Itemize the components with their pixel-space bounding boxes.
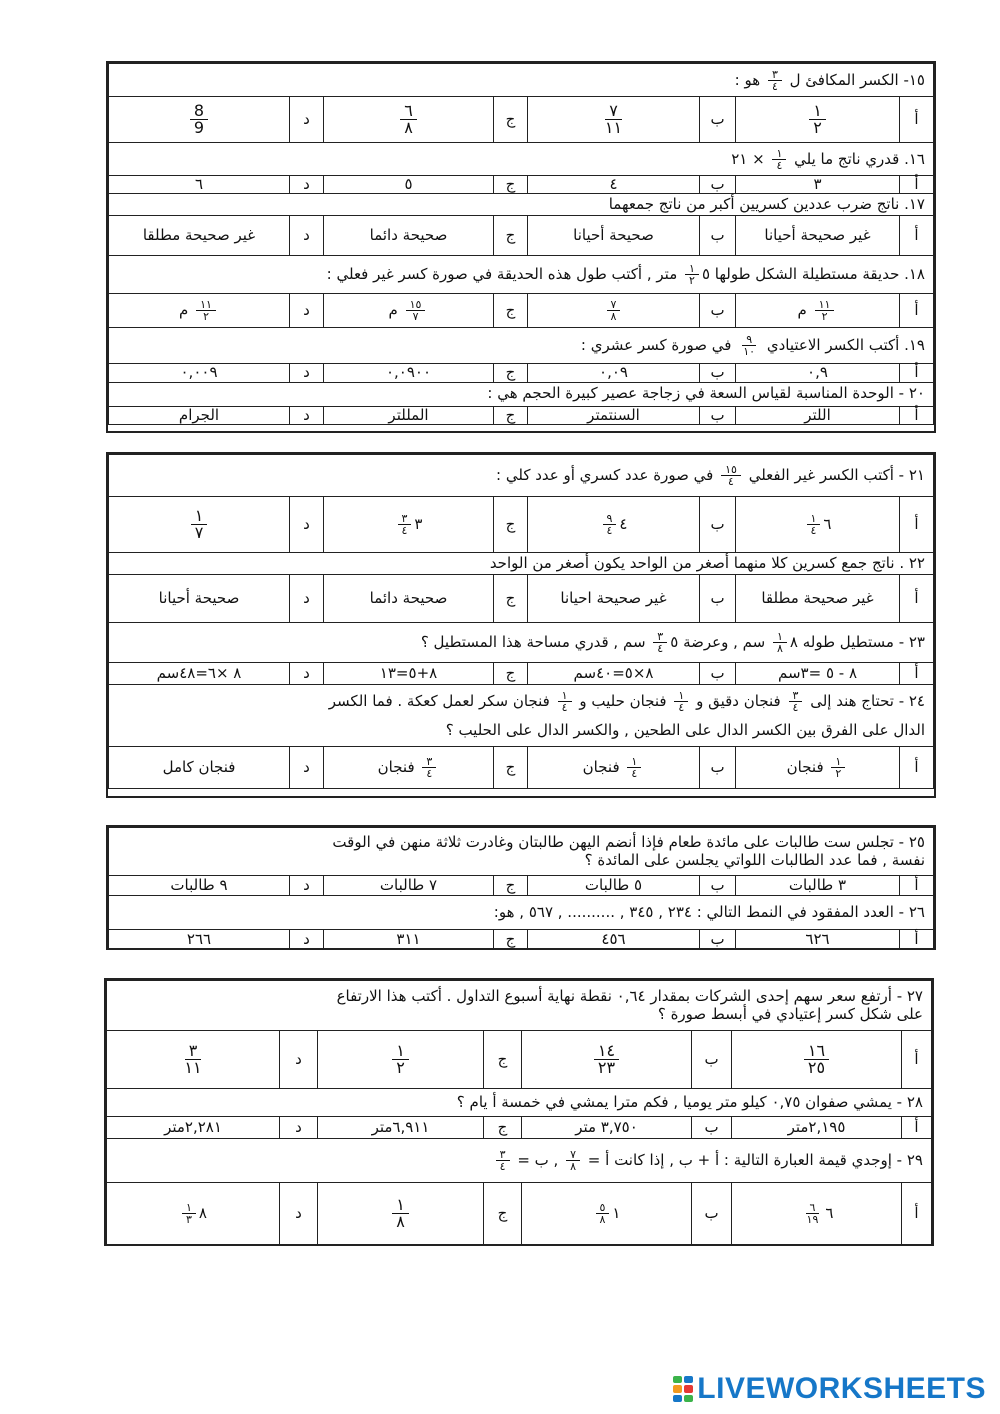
option-letter: أ: [900, 294, 934, 328]
option-a[interactable]: $\frac{١١}{٢}$ م: [736, 294, 900, 328]
option-letter: أ: [902, 1031, 932, 1089]
option-letter: أ: [900, 876, 934, 896]
option-letter: ب: [700, 747, 736, 789]
option-letter: ب: [692, 1117, 732, 1139]
option-b[interactable]: ٤: [528, 176, 700, 194]
option-b[interactable]: ٥ طالبات: [528, 876, 700, 896]
option-d[interactable]: ٨ ×٦=٤٨سم: [109, 663, 290, 685]
question-23: ٢٣ - مستطيل طوله ٨ $\frac{١}{٨}$ سم , وعرضة ٥ $\frac{٣}{٤}$ سم , قدري مساحة هذا المستطيل ؟: [109, 623, 934, 663]
option-letter: ج: [494, 176, 528, 194]
option-letter: د: [290, 406, 324, 424]
question-29: ٢٩ - إوجدي قيمة العبارة التالية : أ + ب , إذا كانت أ = $\frac{٧}{٨}$ , ب = $\frac{٣}{٤}$: [107, 1139, 932, 1183]
answer-row-17: [109, 216, 934, 256]
option-letter: أ: [900, 575, 934, 623]
option-a[interactable]: ٦٢٦: [736, 930, 900, 950]
question-24: ٢٤ - تحتاج هند إلى $\frac{٣}{٤}$ فنجان دقيق و $\frac{١}{٤}$ فنجان حليب و $\frac{١}{٤}$ فنجان سكر لعمل كعكة . فما الكسر الدال على الفرق بين الكسر الدال على الطحين , والكسر الدال على الحليب ؟: [109, 685, 934, 747]
option-d[interactable]: غير صحيحة مطلقا: [109, 216, 290, 256]
option-letter: أ: [902, 1117, 932, 1139]
option-letter: ب: [700, 497, 736, 553]
option-c[interactable]: ٥: [324, 176, 494, 194]
option-letter: أ: [900, 747, 934, 789]
question-19: ١٩. أكتب الكسر الاعتيادي $\frac{٩}{١٠}$ في صورة كسر عشري :: [109, 328, 934, 364]
question-21: ٢١ - أكتب الكسر غير الفعلي $\frac{١٥}{٤}$ في صورة عدد كسري أو عدد كلي :: [109, 455, 934, 497]
question-27: ٢٧ - أرتفع سعر سهم إحدى الشركات بمقدار ٠,٦٤ نقطة نهاية أسبوع التداول . أكتب هذا الارتفاع على شكل كسر إعتيادي في أبسط صورة ؟: [107, 981, 932, 1031]
option-a[interactable]: ٢,١٩٥متر: [732, 1117, 902, 1139]
option-letter: د: [290, 930, 324, 950]
option-a[interactable]: $\frac{١}{٢}$: [736, 97, 900, 143]
option-letter: ب: [700, 663, 736, 685]
option-a[interactable]: غير صحيحة أحيانا: [736, 216, 900, 256]
question-20: ٢٠ - الوحدة المناسبة لقياس السعة في زجاجة عصير كبيرة الحجم هي :: [109, 382, 934, 406]
option-letter: ج: [494, 497, 528, 553]
option-d[interactable]: ٦: [109, 176, 290, 194]
option-letter: د: [290, 575, 324, 623]
option-a[interactable]: غير صحيحة مطلقا: [736, 575, 900, 623]
option-letter: د: [290, 497, 324, 553]
option-a[interactable]: $\frac{١}{٢}$ فنجان: [736, 747, 900, 789]
option-d[interactable]: ٨ $\frac{١}{٣}$: [107, 1183, 280, 1245]
question-block-1: [106, 61, 936, 433]
option-d[interactable]: $\frac{١١}{٢}$ م: [109, 294, 290, 328]
liveworksheets-logo[interactable]: [673, 1372, 986, 1406]
answer-row-18: [109, 294, 934, 328]
answer-row-28: [107, 1117, 932, 1139]
option-letter: ج: [494, 747, 528, 789]
option-letter: أ: [900, 663, 934, 685]
option-b[interactable]: $\frac{١٤}{٢٣}$: [522, 1031, 692, 1089]
option-letter: أ: [900, 930, 934, 950]
option-letter: د: [290, 364, 324, 382]
answer-row-20: [109, 406, 934, 424]
answer-row-29: [107, 1183, 932, 1245]
answer-row-21: [109, 497, 934, 553]
option-c[interactable]: ٠,٠٩٠٠: [324, 364, 494, 382]
question-16: ١٦. قدري ناتج ما يلي $\frac{١}{٤}$ × ٢١: [109, 143, 934, 176]
option-a[interactable]: ٣ طالبات: [736, 876, 900, 896]
option-letter: ج: [494, 930, 528, 950]
option-b[interactable]: ٣,٧٥٠ متر: [522, 1117, 692, 1139]
option-letter: د: [290, 216, 324, 256]
question-block-4: [104, 978, 934, 1246]
answer-row-25: [109, 876, 934, 896]
option-letter: ج: [484, 1183, 522, 1245]
option-letter: ج: [494, 663, 528, 685]
option-letter: د: [280, 1031, 318, 1089]
option-letter: ج: [494, 97, 528, 143]
option-b[interactable]: ٤٥٦: [528, 930, 700, 950]
option-b[interactable]: صحيحة أحيانا: [528, 216, 700, 256]
answer-row-23: [109, 663, 934, 685]
question-15: ١٥- الكسر المكافئ ل $\frac{٣}{٤}$ هو :: [109, 64, 934, 97]
option-letter: أ: [900, 497, 934, 553]
option-c[interactable]: $\frac{١٥}{٧}$ م: [324, 294, 494, 328]
option-d[interactable]: ٢,٢٨١متر: [107, 1117, 280, 1139]
option-letter: د: [290, 876, 324, 896]
option-d[interactable]: فنجان كامل: [109, 747, 290, 789]
option-letter: د: [280, 1117, 318, 1139]
option-b[interactable]: ٠,٠٩: [528, 364, 700, 382]
option-c[interactable]: $\frac{١}{٨}$: [318, 1183, 484, 1245]
option-d[interactable]: ٠,٠٠٩: [109, 364, 290, 382]
option-b[interactable]: غير صحيحة احيانا: [528, 575, 700, 623]
question-22: ٢٢ . ناتج جمع كسرين كلا منهما أصغر من الواحد يكون أصغر من الواحد: [109, 553, 934, 575]
option-letter: ب: [700, 364, 736, 382]
option-letter: ج: [494, 216, 528, 256]
option-letter: ب: [700, 176, 736, 194]
option-d[interactable]: $\frac{١}{٧}$: [109, 497, 290, 553]
logo-text: LIVEWORKSHEETS: [697, 1372, 986, 1405]
answer-row-22: [109, 575, 934, 623]
option-letter: ب: [700, 97, 736, 143]
answer-row-16: [109, 176, 934, 194]
option-letter: د: [280, 1183, 318, 1245]
option-letter: ب: [700, 294, 736, 328]
option-letter: د: [290, 294, 324, 328]
option-a[interactable]: $\frac{١٦}{٢٥}$: [732, 1031, 902, 1089]
option-letter: ب: [700, 216, 736, 256]
option-letter: أ: [900, 364, 934, 382]
option-a[interactable]: ٨ - ٥ =٣سم: [736, 663, 900, 685]
option-letter: ج: [494, 294, 528, 328]
option-c[interactable]: ٣١١: [324, 930, 494, 950]
question-18: ١٨. حديقة مستطيلة الشكل طولها ٥ $\frac{١}{٢}$ متر , أكتب طول هذه الحديقة في صورة كسر غير فعلي :: [109, 256, 934, 294]
option-letter: د: [290, 663, 324, 685]
option-a[interactable]: ٦ $\frac{١}{٤}$: [736, 497, 900, 553]
option-b[interactable]: $\frac{٧}{٨}$: [528, 294, 700, 328]
option-letter: ب: [700, 406, 736, 424]
answer-row-19: [109, 364, 934, 382]
question-28: ٢٨ - يمشي صفوان ٠,٧٥ كيلو متر يوميا , فكم مترا يمشي في خمسة أ يام ؟: [107, 1089, 932, 1117]
option-b[interactable]: ٤ $\frac{٩}{٤}$: [528, 497, 700, 553]
question-26: ٢٦ - العدد المفقود في النمط التالي : ٢٣٤ , ٣٤٥ , .......... , ٥٦٧ , هو:: [109, 896, 934, 930]
option-b[interactable]: $\frac{٧}{١١}$: [528, 97, 700, 143]
option-b[interactable]: $\frac{١}{٤}$ فنجان: [528, 747, 700, 789]
logo-mark-icon: [673, 1376, 693, 1402]
option-c[interactable]: ٨+٥=١٣: [324, 663, 494, 685]
option-letter: ج: [494, 876, 528, 896]
option-d[interactable]: الجرام: [109, 406, 290, 424]
option-letter: أ: [900, 97, 934, 143]
question-25: ٢٥ - تجلس ست طالبات على مائدة طعام فإذا أنضم اليهن طالبتان وغادرت ثلاثة منهن في الوقت نفسة , فما عدد الطالبات اللواتي يجلسن على المائدة ؟: [109, 828, 934, 876]
option-letter: ج: [494, 364, 528, 382]
option-letter: ب: [700, 930, 736, 950]
answer-row-26: [109, 930, 934, 950]
option-b[interactable]: ١ $\frac{٥}{٨}$: [522, 1183, 692, 1245]
option-c[interactable]: المللتر: [324, 406, 494, 424]
option-a[interactable]: اللتر: [736, 406, 900, 424]
option-letter: ب: [692, 1183, 732, 1245]
fraction: $\frac{٣}{٤}$: [768, 69, 782, 92]
option-letter: أ: [902, 1183, 932, 1245]
option-c[interactable]: $\frac{٦}{٨}$: [324, 97, 494, 143]
option-letter: ج: [484, 1031, 522, 1089]
option-d[interactable]: ٩ طالبات: [109, 876, 290, 896]
option-letter: ج: [494, 406, 528, 424]
option-letter: أ: [900, 406, 934, 424]
option-letter: ب: [692, 1031, 732, 1089]
option-letter: د: [290, 747, 324, 789]
option-letter: أ: [900, 176, 934, 194]
option-a[interactable]: ٠,٩: [736, 364, 900, 382]
option-c[interactable]: ٧ طالبات: [324, 876, 494, 896]
question-block-2: [106, 452, 936, 798]
option-letter: ج: [494, 575, 528, 623]
option-letter: ب: [700, 876, 736, 896]
option-c[interactable]: $\frac{٣}{٤}$ فنجان: [324, 747, 494, 789]
option-letter: ب: [700, 575, 736, 623]
option-c[interactable]: ٣ $\frac{٣}{٤}$: [324, 497, 494, 553]
option-c[interactable]: صحيحة دائما: [324, 575, 494, 623]
option-d[interactable]: ٢٦٦: [109, 930, 290, 950]
option-letter: أ: [900, 216, 934, 256]
option-c[interactable]: ٦,٩١١متر: [318, 1117, 484, 1139]
option-d[interactable]: $\frac{٣}{١١}$: [107, 1031, 280, 1089]
option-b[interactable]: ٨×٥=٤٠سم: [528, 663, 700, 685]
option-d[interactable]: صحيحة أحيانا: [109, 575, 290, 623]
option-b[interactable]: السنتمتر: [528, 406, 700, 424]
answer-row-15: [109, 97, 934, 143]
option-letter: د: [290, 97, 324, 143]
answer-row-24: [109, 747, 934, 789]
option-c[interactable]: صحيحة دائما: [324, 216, 494, 256]
question-block-3: [106, 825, 936, 950]
option-letter: د: [290, 176, 324, 194]
option-d[interactable]: $\frac{8}{9}$: [109, 97, 290, 143]
option-a[interactable]: ٣: [736, 176, 900, 194]
option-c[interactable]: $\frac{١}{٢}$: [318, 1031, 484, 1089]
question-17: ١٧. ناتج ضرب عددين كسريين أكبر من ناتج جمعهما: [109, 194, 934, 216]
answer-row-27: [107, 1031, 932, 1089]
option-a[interactable]: ٦ $\frac{٦}{١٩}$: [732, 1183, 902, 1245]
option-letter: ج: [484, 1117, 522, 1139]
